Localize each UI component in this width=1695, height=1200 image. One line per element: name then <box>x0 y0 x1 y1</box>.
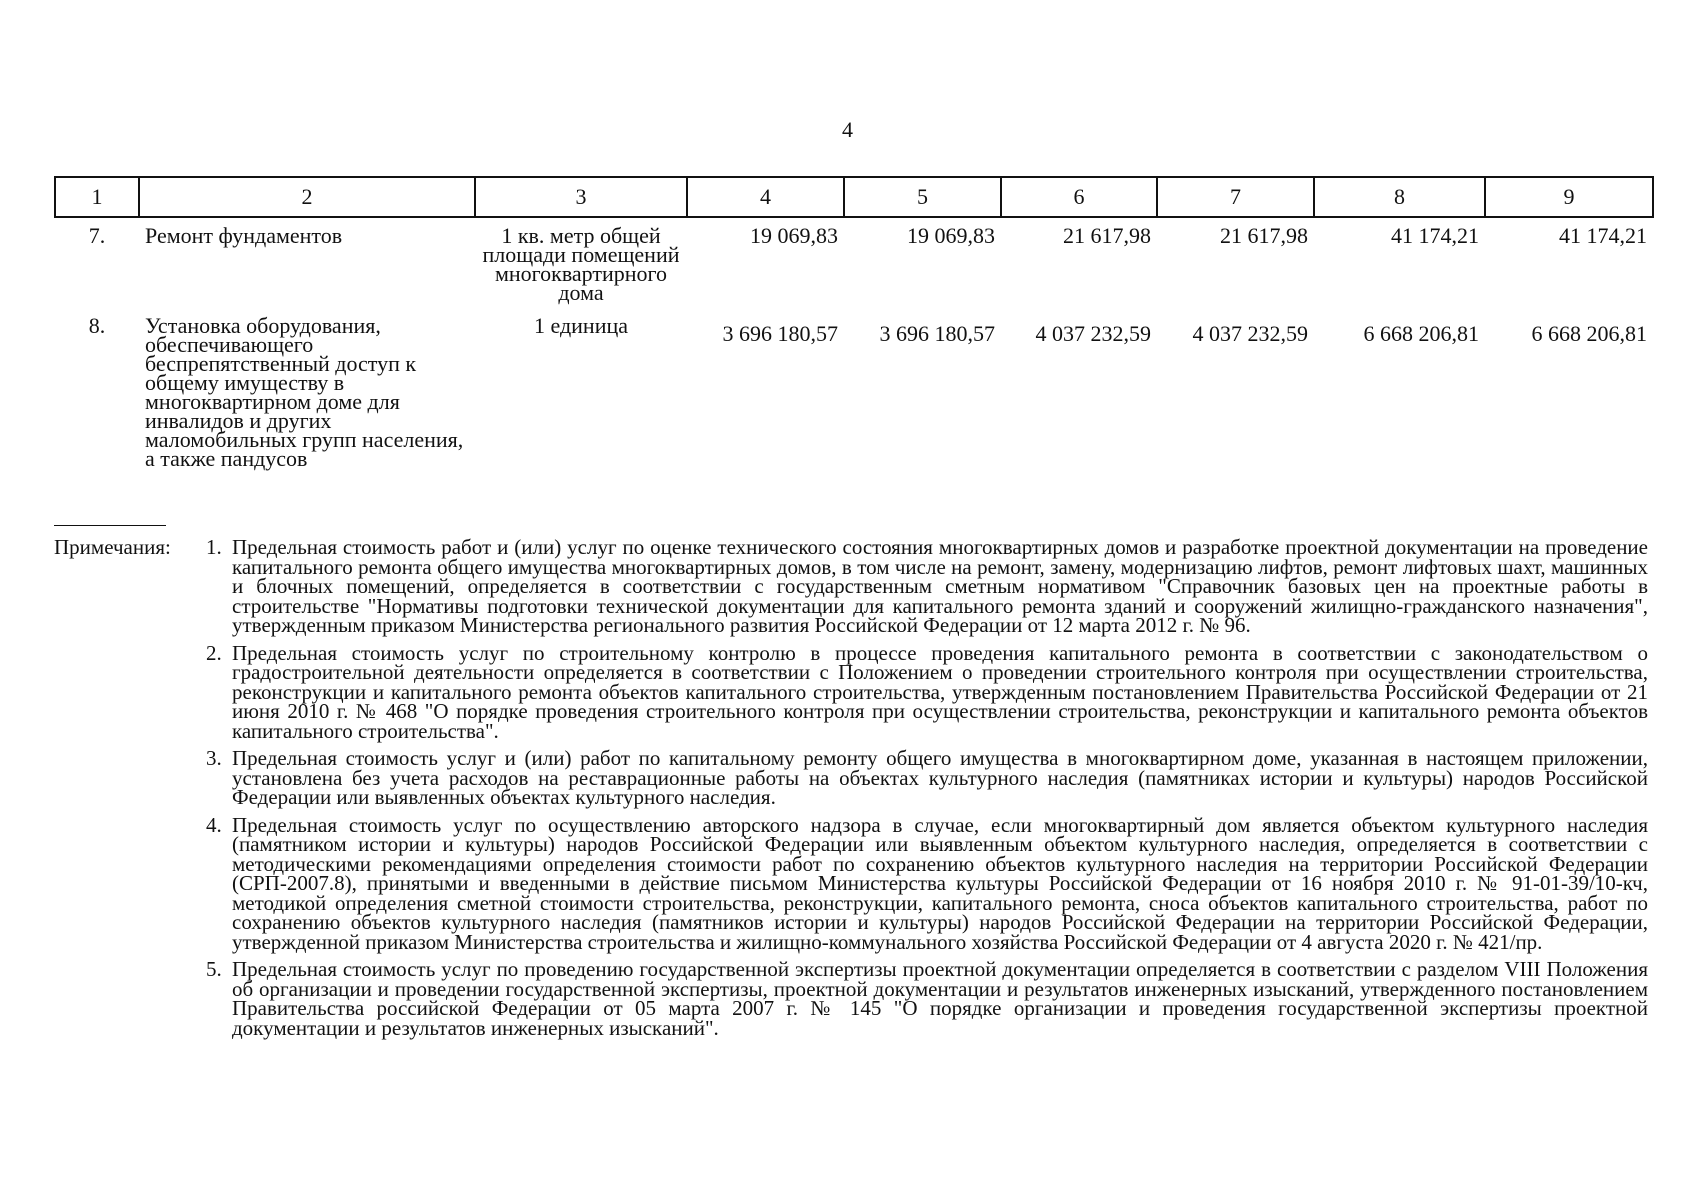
page-number: 4 <box>842 117 853 142</box>
table-header-row <box>55 177 1653 217</box>
column-header: 3 <box>475 177 687 217</box>
table-row <box>55 308 1653 474</box>
note-text: Предельная стоимость услуг по проведению государственной экспертизы проектной документации определяется в соответствии с разделом VIII Положения об организации и проведении государственной экспертизы, проектной документации и результатов инженерных изысканий, утвержденного постановлением Правительства российской Федерации от 05 марта 2007 г. № 145 "О порядке организации и проведения государственной экспертизы проектной документации и результатов инженерных изысканий". <box>232 957 1648 1040</box>
note-text: Предельная стоимость услуг по строительному контролю в процессе проведения капитального ремонта в соответствии с законодательством о градостроительной деятельности определяется в соответствии с Положением о проведении строительного контроля при осуществлении строительства, реконструкции и капитального ремонта объектов капитального строительства, утвержденным постановлением Правительства Российской Федерации от 21 июня 2010 г. № 468 "О порядке проведения строительного контроля при осуществлении строительства, реконструкции и капитального ремонта объектов капитального строительства". <box>232 640 1648 743</box>
note-item <box>206 957 1648 1040</box>
cost-value: 41 174,21 <box>1391 223 1479 248</box>
cost-value: 19 069,83 <box>750 223 838 248</box>
cost-value: 21 617,98 <box>1220 223 1308 248</box>
unit-of-measure: 1 единица <box>533 313 629 338</box>
note-text: Предельная стоимость услуг по осуществлению авторского надзора в случае, если многоквартирный дом является объектом культурного наследия (памятником истории и культуры) народов Российской Федерации или выявленным объектом культурного наследия, определяется в соответствии с методическими рекомендациями определения стоимости работ по сохранению объектов культурного наследия на территории Российской Федерации (СРП-2007.8), принятыми и введенными в действие письмом Министерства культуры Российской Федерации от 16 ноября 2010 г. № 91-01-39/10-кч, методикой определения сметной стоимости строительства, реконструкции, капитального ремонта, сноса объектов капитального строительства, работ по сохранению объектов культурного наследия (памятников истории и культуры) народов Российской Федерации на территории Российской Федерации, утвержденной приказом Министерства строительства и жилищно-коммунального хозяйства Российской Федерации от 4 августа 2020 г. № 421/пр. <box>232 812 1648 954</box>
notes-label: Примечания: <box>54 535 171 559</box>
column-header: 7 <box>1157 177 1314 217</box>
note-item <box>206 535 1648 637</box>
note-number: 4. <box>206 812 222 837</box>
footnote-divider <box>54 525 166 526</box>
cost-value: 21 617,98 <box>1063 223 1151 248</box>
cost-value: 19 069,83 <box>907 223 995 248</box>
column-header: 5 <box>844 177 1001 217</box>
cost-value: 4 037 232,59 <box>1035 321 1151 346</box>
cost-value: 6 668 206,81 <box>1531 321 1647 346</box>
column-header: 1 <box>55 177 139 217</box>
note-item <box>206 812 1648 954</box>
cost-value: 3 696 180,57 <box>722 321 838 346</box>
note-text: Предельная стоимость услуг и (или) работ по капитальному ремонту общего имущества в многоквартирном доме, указанная в настоящем приложении, установлена без учета расходов на реставрационные работы на объектах культурного наследия (памятниках истории и культуры) народов Российской Федерации или выявленных объектах культурного наследия. <box>232 746 1648 809</box>
work-name: Установка оборудования, обеспечивающего беспрепятственный доступ к общему имуществу в многоквартирном доме для инвалидов и других маломобильных групп населения, а также пандусов <box>145 313 464 471</box>
note-number: 3. <box>206 746 222 770</box>
column-header: 2 <box>139 177 475 217</box>
column-header: 8 <box>1314 177 1485 217</box>
table-row <box>55 217 1653 308</box>
cost-value: 6 668 206,81 <box>1363 321 1479 346</box>
work-name: Ремонт фундаментов <box>145 223 343 248</box>
cost-value: 4 037 232,59 <box>1192 321 1308 346</box>
note-number: 1. <box>206 535 222 559</box>
column-header: 4 <box>687 177 844 217</box>
cost-table <box>54 176 1654 474</box>
row-number: 7. <box>88 223 106 248</box>
row-number: 8. <box>88 313 106 338</box>
note-item <box>206 746 1648 809</box>
note-text: Предельная стоимость работ и (или) услуг по оценке технического состояния многоквартирных домов и разработке проектной документации на проведение капитального ремонта общего имущества многоквартирных домов, в том числе на ремонт, замену, модернизацию лифтов, ремонт лифтовых шахт, машинных и блочных помещений, определяется в соответствии с государственным сметным нормативом "Справочник базовых цен на проектные работы в строительстве "Нормативы подготовки технической документации для капитального ремонта зданий и сооружений жилищно-гражданского назначения", утвержденным приказом Министерства регионального развития Российской Федерации от 12 марта 2012 г. № 96. <box>232 535 1648 637</box>
column-header: 9 <box>1485 177 1653 217</box>
cost-value: 41 174,21 <box>1559 223 1647 248</box>
unit-of-measure: 1 кв. метр общей площади помещений многоквартирного дома <box>482 223 680 305</box>
note-number: 5. <box>206 957 222 981</box>
cost-value: 3 696 180,57 <box>879 321 995 346</box>
note-number: 2. <box>206 640 222 665</box>
note-item <box>206 640 1648 743</box>
notes-section <box>54 535 1648 1046</box>
column-header: 6 <box>1001 177 1157 217</box>
